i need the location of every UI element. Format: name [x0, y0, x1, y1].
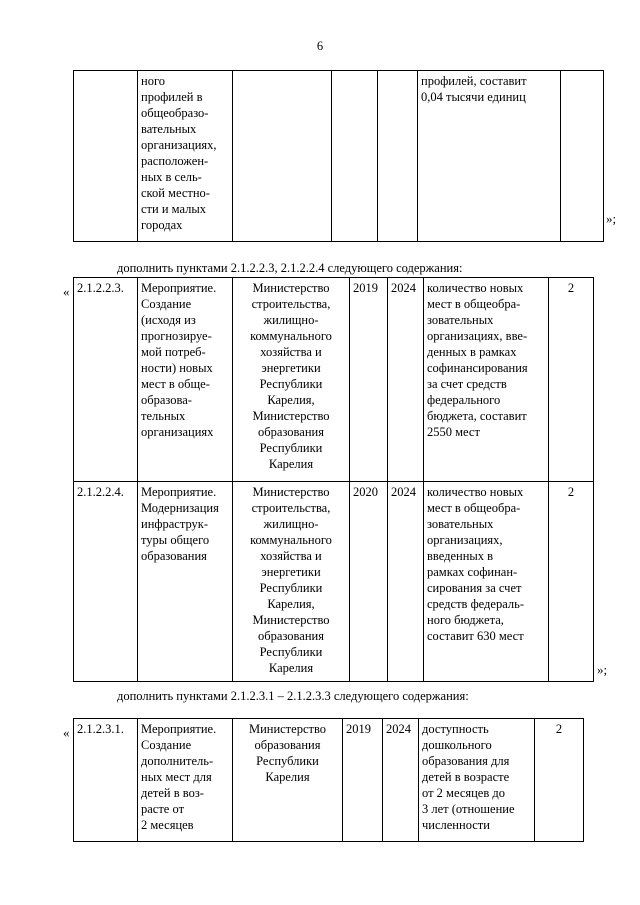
- cell-indicator: количество новых мест в общеобра- зовательных организациях, введенных в рамках софинан- сирования за счет средств федераль- ного бюджета, составит 630 мест: [424, 482, 549, 682]
- cell-text: Мероприятие. Модернизация инфраструк- туры общего образования: [138, 482, 233, 682]
- cell-end: 2024: [388, 278, 424, 482]
- table-row: [74, 278, 594, 482]
- table-new-items-2: [73, 718, 584, 842]
- cell-indicator: профилей, составит 0,04 тысячи единиц: [418, 71, 561, 242]
- cell-num: 2.1.2.2.3.: [74, 278, 138, 482]
- cell-value: [561, 71, 604, 242]
- cell-value: 2: [549, 482, 594, 682]
- open-quote-3: «: [63, 725, 70, 740]
- table-row: [74, 71, 604, 242]
- cell-text: Мероприятие. Создание дополнитель- ных мест для детей в воз- расте от 2 месяцев: [138, 719, 233, 842]
- cell-start: 2019: [343, 719, 383, 842]
- cell-num: 2.1.2.3.1.: [74, 719, 138, 842]
- table-new-items-1: [73, 277, 594, 682]
- cell-end: 2024: [388, 482, 424, 682]
- cell-indicator: доступность дошкольного образования для детей в возрасте от 2 месяцев до 3 лет (отношение численности: [419, 719, 535, 842]
- cell-end: [378, 71, 418, 242]
- page-number: 6: [316, 39, 324, 53]
- cell-ministry: Министерство образования Республики Карелия: [233, 719, 343, 842]
- cell-indicator: количество новых мест в общеобра- зовательных организациях, вве- денных в рамках софинансирования за счет средств федерального бюджета, составит 2550 мест: [424, 278, 549, 482]
- close-quote-1: »;: [606, 211, 617, 226]
- cell-value: 2: [549, 278, 594, 482]
- cell-start: 2020: [350, 482, 388, 682]
- cell-ministry: Министерство строительства, жилищно- коммунального хозяйства и энергетики Республики Карелия, Министерство образования Республики Карелия: [233, 482, 350, 682]
- cell-start: [332, 71, 378, 242]
- cell-num: [74, 71, 138, 242]
- table-continuation: [73, 70, 604, 242]
- cell-value: 2: [535, 719, 584, 842]
- table-row: [74, 482, 594, 682]
- cell-num: 2.1.2.2.4.: [74, 482, 138, 682]
- close-quote-2: »;: [597, 662, 608, 677]
- instruction-1: дополнить пунктами 2.1.2.2.3, 2.1.2.2.4 следующего содержания:: [117, 261, 463, 275]
- cell-text: ного профилей в общеобразо- вательных организациях, расположен- ных в сель- ской местно- сти и малых городах: [138, 71, 233, 242]
- cell-ministry: Министерство строительства, жилищно- коммунального хозяйства и энергетики Республики Карелия, Министерство образования Республики Карелия: [233, 278, 350, 482]
- table-row: [74, 719, 584, 842]
- cell-end: 2024: [383, 719, 419, 842]
- cell-text: Мероприятие. Создание (исходя из прогнозируе- мой потреб- ности) новых мест в обще- образова- тельных организациях: [138, 278, 233, 482]
- open-quote-2: «: [63, 284, 70, 299]
- cell-start: 2019: [350, 278, 388, 482]
- cell-ministry: [233, 71, 332, 242]
- instruction-2: дополнить пунктами 2.1.2.3.1 – 2.1.2.3.3 следующего содержания:: [117, 689, 469, 703]
